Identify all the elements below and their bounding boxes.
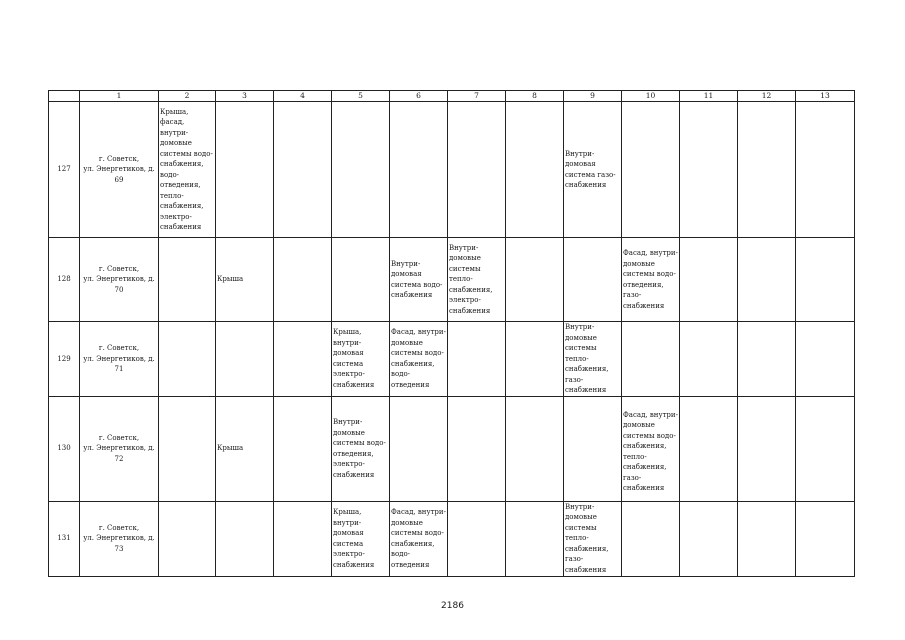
header-cell: 3 bbox=[216, 91, 274, 102]
work-cell-13 bbox=[796, 322, 855, 397]
work-cell-12 bbox=[738, 102, 796, 238]
work-cell-13 bbox=[796, 396, 855, 501]
work-cell-11 bbox=[680, 238, 738, 322]
work-cell-5: Крыша, внутри- домовая система электро- снабжения bbox=[332, 322, 390, 397]
header-cell bbox=[49, 91, 80, 102]
work-cell-4 bbox=[274, 501, 332, 576]
work-cell-8 bbox=[506, 322, 564, 397]
work-cell-9 bbox=[564, 396, 622, 501]
work-cell-6: Фасад, внутри- домовые системы водо- снабжения, водо- отведения bbox=[390, 322, 448, 397]
work-cell-10: Фасад, внутри- домовые системы водо- отведения, газо- снабжения bbox=[622, 238, 680, 322]
work-cell-5: Внутри- домовые системы водо- отведения, электро- снабжения bbox=[332, 396, 390, 501]
header-cell: 13 bbox=[796, 91, 855, 102]
address-cell: г. Советск, ул. Энергетиков, д. 70 bbox=[80, 238, 159, 322]
row-number: 128 bbox=[49, 238, 80, 322]
work-cell-6 bbox=[390, 102, 448, 238]
header-cell: 9 bbox=[564, 91, 622, 102]
table-row bbox=[49, 322, 855, 397]
work-cell-2: Крыша, фасад, внутри- домовые системы водо- снабжения, водо- отведения, тепло- снабжения, электро- снабжения bbox=[159, 102, 216, 238]
work-cell-4 bbox=[274, 238, 332, 322]
work-cell-6: Фасад, внутри- домовые системы водо- снабжения, водо- отведения bbox=[390, 501, 448, 576]
work-cell-5 bbox=[332, 238, 390, 322]
work-cell-2 bbox=[159, 501, 216, 576]
work-cell-13 bbox=[796, 238, 855, 322]
work-cell-10: Фасад, внутри- домовые системы водо- снабжения, тепло- снабжения, газо- снабжения bbox=[622, 396, 680, 501]
work-cell-11 bbox=[680, 501, 738, 576]
table-row bbox=[49, 238, 855, 322]
row-number: 127 bbox=[49, 102, 80, 238]
work-cell-6: Внутри- домовая система водо- снабжения bbox=[390, 238, 448, 322]
work-cell-6 bbox=[390, 396, 448, 501]
header-cell: 11 bbox=[680, 91, 738, 102]
work-cell-11 bbox=[680, 396, 738, 501]
header-cell: 4 bbox=[274, 91, 332, 102]
work-cell-13 bbox=[796, 102, 855, 238]
work-cell-10 bbox=[622, 102, 680, 238]
work-cell-5: Крыша, внутри- домовая система электро- снабжения bbox=[332, 501, 390, 576]
work-cell-7: Внутри- домовые системы тепло- снабжения, электро- снабжения bbox=[448, 238, 506, 322]
work-cell-3 bbox=[216, 501, 274, 576]
address-cell: г. Советск, ул. Энергетиков, д. 73 bbox=[80, 501, 159, 576]
row-number: 131 bbox=[49, 501, 80, 576]
work-cell-9: Внутри- домовая система газо- снабжения bbox=[564, 102, 622, 238]
work-cell-10 bbox=[622, 501, 680, 576]
header-cell: 7 bbox=[448, 91, 506, 102]
work-cell-8 bbox=[506, 238, 564, 322]
work-cell-3: Крыша bbox=[216, 396, 274, 501]
work-cell-12 bbox=[738, 501, 796, 576]
header-cell: 6 bbox=[390, 91, 448, 102]
header-cell: 5 bbox=[332, 91, 390, 102]
address-cell: г. Советск, ул. Энергетиков, д. 72 bbox=[80, 396, 159, 501]
work-cell-8 bbox=[506, 396, 564, 501]
address-cell: г. Советск, ул. Энергетиков, д. 71 bbox=[80, 322, 159, 397]
work-cell-3: Крыша bbox=[216, 238, 274, 322]
work-cell-9 bbox=[564, 238, 622, 322]
work-cell-2 bbox=[159, 322, 216, 397]
work-cell-2 bbox=[159, 396, 216, 501]
address-cell: г. Советск, ул. Энергетиков, д. 69 bbox=[80, 102, 159, 238]
header-cell: 2 bbox=[159, 91, 216, 102]
work-cell-12 bbox=[738, 396, 796, 501]
page-number: 2186 bbox=[441, 601, 464, 611]
work-cell-9: Внутри- домовые системы тепло- снабжения, газо- снабжения bbox=[564, 501, 622, 576]
work-cell-9: Внутри- домовые системы тепло- снабжения, газо- снабжения bbox=[564, 322, 622, 397]
row-number: 130 bbox=[49, 396, 80, 501]
table-row bbox=[49, 396, 855, 501]
work-cell-3 bbox=[216, 322, 274, 397]
table-row bbox=[49, 102, 855, 238]
table-row bbox=[49, 501, 855, 576]
work-cell-8 bbox=[506, 501, 564, 576]
work-cell-8 bbox=[506, 102, 564, 238]
work-cell-4 bbox=[274, 102, 332, 238]
header-cell: 8 bbox=[506, 91, 564, 102]
work-cell-4 bbox=[274, 396, 332, 501]
work-cell-3 bbox=[216, 102, 274, 238]
work-cell-10 bbox=[622, 322, 680, 397]
work-cell-7 bbox=[448, 501, 506, 576]
work-cell-5 bbox=[332, 102, 390, 238]
work-cell-11 bbox=[680, 322, 738, 397]
schedule-table bbox=[48, 90, 855, 577]
header-cell: 12 bbox=[738, 91, 796, 102]
work-cell-13 bbox=[796, 501, 855, 576]
work-cell-11 bbox=[680, 102, 738, 238]
work-cell-7 bbox=[448, 322, 506, 397]
header-cell: 1 bbox=[80, 91, 159, 102]
work-cell-12 bbox=[738, 238, 796, 322]
work-cell-7 bbox=[448, 102, 506, 238]
row-number: 129 bbox=[49, 322, 80, 397]
header-cell: 10 bbox=[622, 91, 680, 102]
column-number-header bbox=[49, 91, 855, 102]
work-cell-4 bbox=[274, 322, 332, 397]
work-cell-12 bbox=[738, 322, 796, 397]
work-cell-2 bbox=[159, 238, 216, 322]
work-cell-7 bbox=[448, 396, 506, 501]
